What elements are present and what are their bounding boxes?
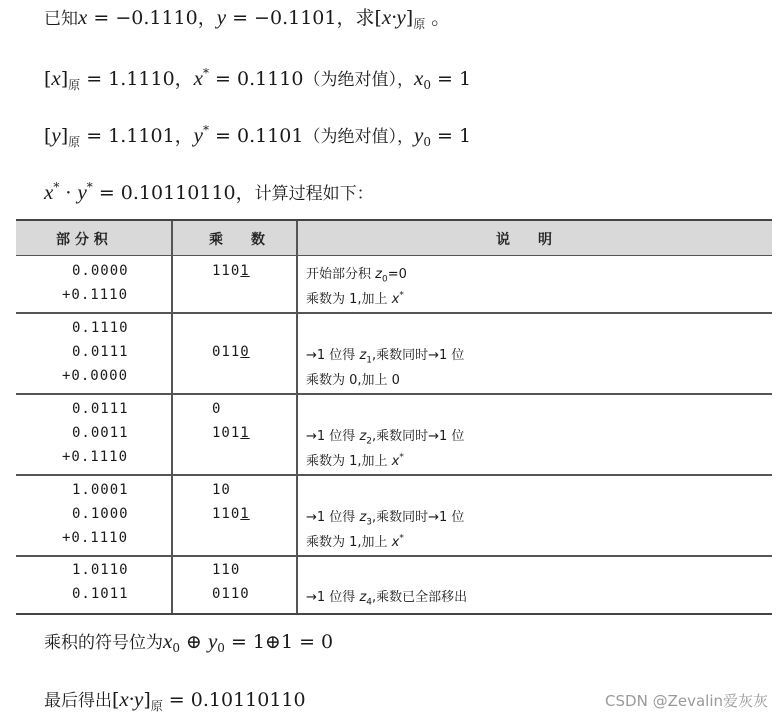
header-multiplier: 乘 数 [209, 232, 265, 248]
x-abs-value: = 0.1110 [209, 68, 304, 90]
bracket-left: [ [44, 68, 52, 90]
var-xy: x·y [119, 687, 144, 711]
partial-product: 0.0000 [72, 263, 129, 279]
var-x0: x [163, 629, 173, 653]
desc-tail: =0 [387, 267, 407, 282]
watermark: CSDN @Zevalin爱灰灰 [605, 692, 768, 710]
partial-product: 0.1110 [72, 320, 129, 336]
multiplier: 0 [212, 401, 222, 417]
star-sup: * [399, 452, 404, 463]
abs-note: （为绝对值）， [303, 127, 414, 147]
problem-statement [44, 4, 450, 37]
multiplier-bits: 101 [212, 425, 241, 441]
result-value: = 0.10110110 [162, 689, 306, 711]
period: 。 [425, 7, 451, 29]
sign-bit-line [44, 628, 333, 661]
var-x-star: x [193, 66, 203, 90]
desc-text: 乘数为 1,加上 [306, 292, 392, 307]
partial-product: 1.0001 [72, 482, 129, 498]
y-code-value: = 1.1101， [80, 125, 194, 147]
var-x0: x [413, 66, 424, 90]
partial-product: 1.0110 [72, 562, 129, 578]
multiplier [212, 344, 250, 360]
process-note: 计算过程如下： [254, 184, 374, 204]
description [306, 531, 404, 550]
desc-text: →1 位得 [306, 348, 360, 363]
y-abs-value: = 0.1101 [209, 125, 304, 147]
x-original-code-line [44, 60, 471, 98]
sub-original: 原 [150, 699, 163, 713]
y-value: = −0.1101，求 [226, 7, 375, 29]
multiplier [212, 425, 250, 441]
header-partial-product: 部 分 积 [56, 232, 108, 248]
sub-original: 原 [68, 135, 81, 149]
sub-zero: 0 [423, 78, 431, 92]
sub-zero: 0 [217, 641, 225, 655]
sub-original: 原 [68, 78, 81, 92]
sub-original: 原 [413, 17, 426, 31]
table-header [16, 221, 772, 256]
row-divider [16, 474, 772, 476]
desc-text: →1 位得 [306, 510, 360, 525]
bracket-right: ] [405, 7, 414, 29]
z-sub: 4 [366, 597, 372, 608]
sign-value: = 1⊕1 = 0 [224, 631, 334, 653]
y-original-code-line [44, 117, 471, 155]
bracket-right: ] [60, 125, 69, 147]
header-description: 说 明 [496, 232, 552, 248]
multiplier [212, 263, 250, 279]
desc-text: →1 位得 [306, 590, 360, 605]
bracket-right: ] [60, 68, 69, 90]
var-z: z [359, 510, 367, 525]
partial-product: 0.1011 [72, 586, 129, 602]
result-note: 最后得出 [44, 691, 112, 711]
desc-tail: ,乘数同时→1 位 [372, 348, 465, 363]
description [306, 288, 404, 307]
multiplier-bits: 011 [212, 344, 241, 360]
var-y: y [216, 5, 227, 29]
multiplier-lsb: 1 [240, 425, 250, 441]
description [306, 263, 407, 285]
desc-text: 乘数为 1,加上 [306, 535, 392, 550]
var-y: y [51, 123, 61, 147]
multiplier: 110 [212, 562, 241, 578]
product-value: = 0.10110110， [92, 182, 255, 204]
var-xy: x·y [381, 5, 406, 29]
var-y0: y [207, 629, 218, 653]
var-x: x [78, 5, 88, 29]
star-sup: * [203, 66, 209, 80]
row-divider [16, 393, 772, 395]
bracket-right: ] [143, 689, 151, 711]
desc-tail: ,乘数同时→1 位 [372, 510, 465, 525]
var-x: x [391, 454, 400, 469]
product-abs-line [44, 174, 374, 207]
row-divider [16, 312, 772, 314]
partial-product: +0.0000 [62, 368, 129, 384]
var-y-star: y [193, 123, 203, 147]
z-sub: 2 [366, 436, 372, 447]
description: 乘数为 0,加上 0 [306, 373, 400, 388]
var-x: x [391, 535, 400, 550]
description [306, 586, 467, 608]
bracket-left: [ [112, 689, 120, 711]
result-line [44, 686, 306, 719]
row-divider [16, 555, 772, 557]
description [306, 450, 404, 469]
multiplier [212, 506, 250, 522]
partial-product: 0.0011 [72, 425, 129, 441]
z-sub: 1 [366, 355, 372, 366]
desc-text: 开始部分积 [306, 267, 376, 282]
star-sup: * [203, 123, 209, 137]
star-sup: * [399, 533, 404, 544]
desc-tail: ,乘数已全部移出 [372, 590, 468, 605]
multiplier-bits: 110 [212, 263, 241, 279]
y0-value: = 1 [430, 125, 472, 147]
sub-zero: 0 [172, 641, 180, 655]
z-sub: 0 [381, 274, 388, 285]
xor-op: ⊕ [179, 631, 208, 653]
multiplier: 10 [212, 482, 231, 498]
x-value: = −0.1110， [87, 7, 217, 29]
var-y: y [77, 180, 87, 204]
partial-product: +0.1110 [62, 449, 129, 465]
var-z: z [359, 429, 367, 444]
partial-product: 0.1000 [72, 506, 129, 522]
multiplier-lsb: 1 [240, 506, 250, 522]
description [306, 506, 464, 528]
multiplication-table [16, 219, 772, 615]
star-sup: * [53, 180, 60, 194]
var-z: z [359, 590, 367, 605]
x-code-value: = 1.1110， [80, 68, 194, 90]
partial-product: +0.1110 [62, 287, 129, 303]
text-given: 已知 [44, 9, 78, 29]
description [306, 425, 464, 447]
sign-note: 乘积的符号位为 [44, 633, 163, 653]
var-y0: y [413, 123, 424, 147]
desc-text: 乘数为 1,加上 [306, 454, 392, 469]
multiplier-lsb: 0 [240, 344, 250, 360]
desc-text: →1 位得 [306, 429, 360, 444]
multiplier-lsb: 1 [240, 263, 250, 279]
bracket-left: [ [374, 7, 382, 29]
multiplier: 0110 [212, 586, 250, 602]
abs-note: （为绝对值）， [303, 70, 414, 90]
var-x: x [391, 292, 400, 307]
multiplier-bits: 110 [212, 506, 241, 522]
partial-product: 0.0111 [72, 401, 129, 417]
dot-op: · [59, 182, 78, 204]
star-sup: * [86, 180, 93, 194]
z-sub: 3 [366, 517, 372, 528]
partial-product: 0.0111 [72, 344, 129, 360]
var-x: x [51, 66, 61, 90]
description [306, 344, 464, 366]
desc-tail: ,乘数同时→1 位 [372, 429, 465, 444]
star-sup: * [399, 290, 404, 301]
var-x: x [44, 180, 54, 204]
sub-zero: 0 [423, 135, 431, 149]
bracket-left: [ [44, 125, 52, 147]
var-z: z [359, 348, 367, 363]
var-z: z [375, 267, 382, 282]
x0-value: = 1 [430, 68, 472, 90]
partial-product: +0.1110 [62, 530, 129, 546]
